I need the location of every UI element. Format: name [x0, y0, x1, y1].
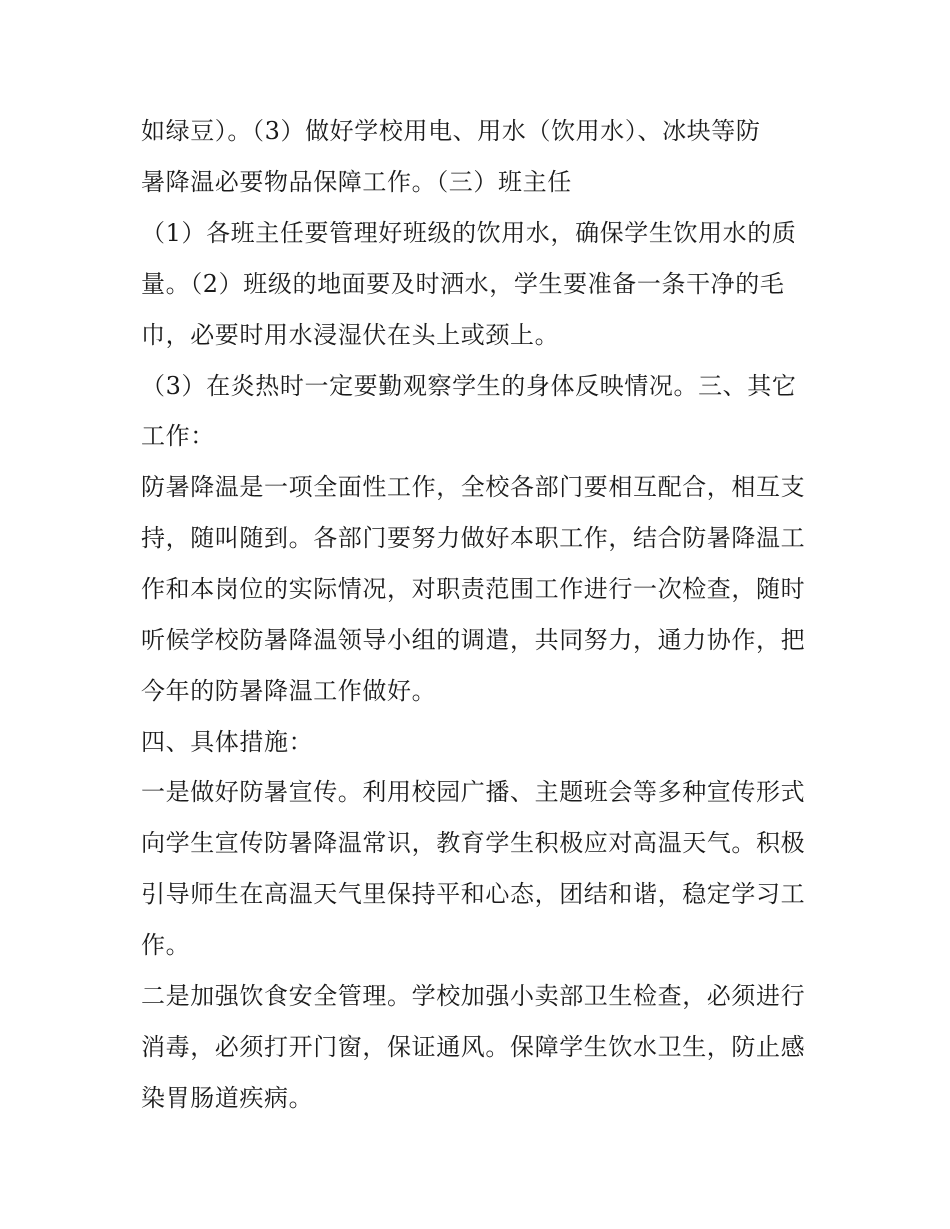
text-line: （1）各班主任要管理好班级的饮用水，确保学生饮用水的质	[141, 219, 797, 247]
text-line: 如绿豆）。（3）做好学校用电、用水（饮用水）、冰块等防	[141, 117, 761, 145]
text-line: 持，随叫随到。各部门要努力做好本职工作，结合防暑降温工	[141, 524, 806, 552]
text-line: 染胃肠道疾病。	[141, 1084, 314, 1112]
text-line: 向学生宣传防暑降温常识，教育学生积极应对高温天气。积极	[141, 829, 806, 857]
text-line: 暑降温必要物品保障工作。（三）班主任	[141, 168, 572, 196]
text-line: 量。（2）班级的地面要及时洒水，学生要准备一条干净的毛	[141, 270, 785, 298]
text-line: 巾，必要时用水浸湿伏在头上或颈上。	[141, 321, 560, 349]
text-line: 今年的防暑降温工作做好。	[141, 677, 437, 705]
text-line: 一是做好防暑宣传。利用校园广播、主题班会等多种宣传形式	[141, 778, 806, 806]
text-line: 作。	[141, 931, 191, 959]
text-line: 消毒，必须打开门窗，保证通风。保障学生饮水卫生，防止感	[141, 1033, 806, 1061]
text-line: 二是加强饮食安全管理。学校加强小卖部卫生检查，必须进行	[141, 982, 806, 1010]
text-line: 防暑降温是一项全面性工作，全校各部门要相互配合，相互支	[141, 473, 806, 501]
text-line: 工作：	[141, 422, 215, 450]
text-line: 作和本岗位的实际情况，对职责范围工作进行一次检查，随时	[141, 575, 806, 603]
text-line: 听候学校防暑降温领导小组的调遣，共同努力，通力协作，把	[141, 626, 806, 654]
text-line: 引导师生在高温天气里保持平和心态，团结和谐，稳定学习工	[141, 880, 806, 908]
text-line: （3）在炎热时一定要勤观察学生的身体反映情况。三、其它	[141, 372, 797, 400]
section-heading: 四、具体措施：	[141, 728, 314, 756]
